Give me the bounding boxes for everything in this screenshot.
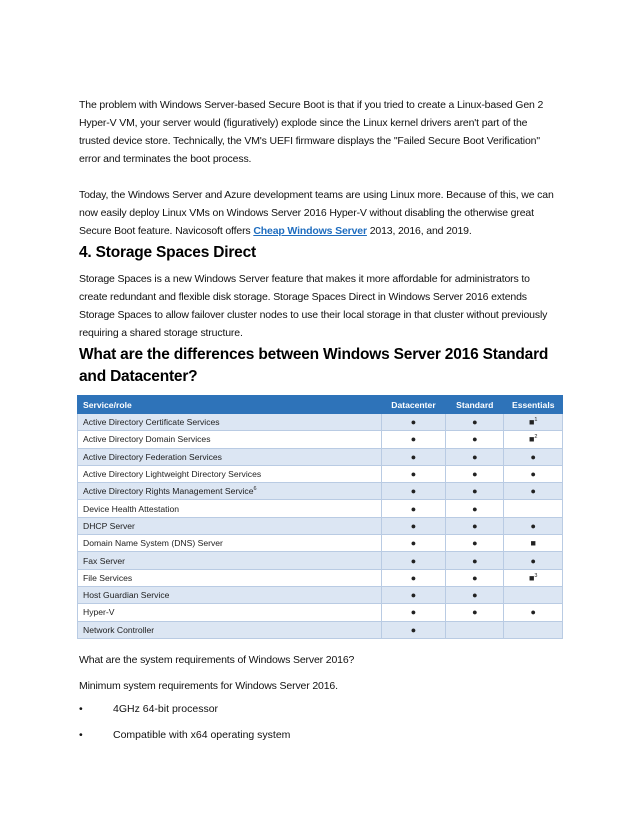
table-row bbox=[78, 414, 563, 431]
standard-mark: ● bbox=[446, 500, 504, 517]
essentials-mark: ● bbox=[504, 465, 563, 482]
paragraph-storage-spaces bbox=[79, 270, 569, 342]
service-name: Active Directory Rights Management Service$^6$ bbox=[78, 483, 382, 500]
heading-line: What are the differences between Windows Server 2016 Standard bbox=[79, 346, 549, 363]
datacenter-mark: ● bbox=[381, 604, 445, 621]
service-name: Active Directory Lightweight Directory Services bbox=[78, 465, 382, 482]
datacenter-mark: ● bbox=[381, 414, 445, 431]
essentials-mark: ● bbox=[504, 517, 563, 534]
table-row bbox=[78, 604, 563, 621]
standard-mark: ● bbox=[446, 448, 504, 465]
text-line: create redundant and flexible disk storage. Storage Spaces Direct in Windows Server 2016 extends bbox=[79, 291, 527, 303]
table-row bbox=[78, 517, 563, 534]
text-line: Hyper-V VM, your server would (figuratively) explode since the Linux kernel drivers aren't part of the bbox=[79, 117, 528, 129]
datacenter-mark: ● bbox=[381, 517, 445, 534]
essentials-mark: ■$^1$ bbox=[504, 414, 563, 431]
standard-mark: ● bbox=[446, 552, 504, 569]
table-row bbox=[78, 569, 563, 586]
text-line: Storage Spaces to allow failover cluster nodes to use their local storage in that cluster without previously bbox=[79, 309, 548, 321]
essentials-mark: ● bbox=[504, 483, 563, 500]
text-line: The problem with Windows Server-based Secure Boot is that if you tried to create a Linux-based Gen 2 bbox=[79, 99, 544, 111]
service-name: Fax Server bbox=[78, 552, 382, 569]
standard-mark: ● bbox=[446, 431, 504, 448]
standard-mark: ● bbox=[446, 535, 504, 552]
paragraph-secure-boot bbox=[79, 96, 569, 168]
bullet-icon: • bbox=[79, 729, 83, 741]
standard-mark: ● bbox=[446, 483, 504, 500]
bullet-icon: • bbox=[79, 703, 83, 715]
essentials-mark bbox=[504, 500, 563, 517]
paragraph-system-requirements-question: What are the system requirements of Windows Server 2016? bbox=[79, 654, 355, 666]
service-name: Hyper-V bbox=[78, 604, 382, 621]
editions-comparison-table bbox=[77, 395, 563, 639]
datacenter-mark: ● bbox=[381, 500, 445, 517]
standard-mark: ● bbox=[446, 586, 504, 603]
datacenter-mark: ● bbox=[381, 586, 445, 603]
service-name: Active Directory Certificate Services bbox=[78, 414, 382, 431]
essentials-mark bbox=[504, 586, 563, 603]
standard-mark: ● bbox=[446, 465, 504, 482]
essentials-mark: ● bbox=[504, 552, 563, 569]
service-name: Network Controller bbox=[78, 621, 382, 638]
paragraph-linux bbox=[79, 186, 569, 240]
datacenter-mark: ● bbox=[381, 552, 445, 569]
standard-mark: ● bbox=[446, 569, 504, 586]
table-row bbox=[78, 431, 563, 448]
table-row bbox=[78, 483, 563, 500]
paragraph-minimum-requirements: Minimum system requirements for Windows Server 2016. bbox=[79, 680, 338, 692]
text-line: Secure Boot feature. Navicosoft offers bbox=[79, 225, 254, 237]
text-line: now easily deploy Linux VMs on Windows Server 2016 Hyper-V without disabling the otherwise great bbox=[79, 207, 534, 219]
service-name: Active Directory Federation Services bbox=[78, 448, 382, 465]
essentials-mark: ■$^2$ bbox=[504, 431, 563, 448]
header-standard: Standard bbox=[446, 396, 504, 414]
text-line: error and terminates the boot process. bbox=[79, 153, 252, 165]
table-row bbox=[78, 586, 563, 603]
service-name: DHCP Server bbox=[78, 517, 382, 534]
table-header-row bbox=[78, 396, 563, 414]
datacenter-mark: ● bbox=[381, 483, 445, 500]
service-name: Device Health Attestation bbox=[78, 500, 382, 517]
header-essentials: Essentials bbox=[504, 396, 563, 414]
service-name: Active Directory Domain Services bbox=[78, 431, 382, 448]
standard-mark: ● bbox=[446, 414, 504, 431]
essentials-mark: ■$^3$ bbox=[504, 569, 563, 586]
standard-mark: ● bbox=[446, 604, 504, 621]
list-item-text: 4GHz 64-bit processor bbox=[113, 703, 219, 715]
header-service-role: Service/role bbox=[78, 396, 382, 414]
service-name: Domain Name System (DNS) Server bbox=[78, 535, 382, 552]
standard-mark bbox=[446, 621, 504, 638]
table-row bbox=[78, 552, 563, 569]
heading-differences bbox=[79, 344, 548, 388]
table-row bbox=[78, 621, 563, 638]
service-name: Host Guardian Service bbox=[78, 586, 382, 603]
text-line: 2013, 2016, and 2019. bbox=[366, 225, 472, 237]
datacenter-mark: ● bbox=[381, 621, 445, 638]
service-name: File Services bbox=[78, 569, 382, 586]
heading-line: and Datacenter? bbox=[79, 368, 198, 385]
datacenter-mark: ● bbox=[381, 431, 445, 448]
essentials-mark: ● bbox=[504, 604, 563, 621]
datacenter-mark: ● bbox=[381, 535, 445, 552]
text-line: Today, the Windows Server and Azure development teams are using Linux more. Because of this, we can bbox=[79, 189, 554, 201]
datacenter-mark: ● bbox=[381, 465, 445, 482]
footnote-marker: 6 bbox=[253, 486, 257, 493]
table-row bbox=[78, 500, 563, 517]
header-datacenter: Datacenter bbox=[381, 396, 445, 414]
text-line: Storage Spaces is a new Windows Server feature that makes it more affordable for administrators to bbox=[79, 273, 530, 285]
text-line: trusted device store. Technically, the VM's UEFI firmware displays the "Failed Secure Boot Verification" bbox=[79, 135, 540, 147]
table-row bbox=[78, 465, 563, 482]
essentials-mark bbox=[504, 621, 563, 638]
text-line: requiring a shared storage structure. bbox=[79, 327, 243, 339]
heading-storage-spaces: 4. Storage Spaces Direct bbox=[79, 244, 256, 261]
standard-mark: ● bbox=[446, 517, 504, 534]
essentials-mark: ● bbox=[504, 448, 563, 465]
table-row bbox=[78, 448, 563, 465]
table-row bbox=[78, 535, 563, 552]
essentials-mark: ■ bbox=[504, 535, 563, 552]
list-item-text: Compatible with x64 operating system bbox=[113, 729, 291, 741]
datacenter-mark: ● bbox=[381, 569, 445, 586]
cheap-windows-server-link[interactable]: Cheap Windows Server bbox=[253, 225, 367, 237]
datacenter-mark: ● bbox=[381, 448, 445, 465]
